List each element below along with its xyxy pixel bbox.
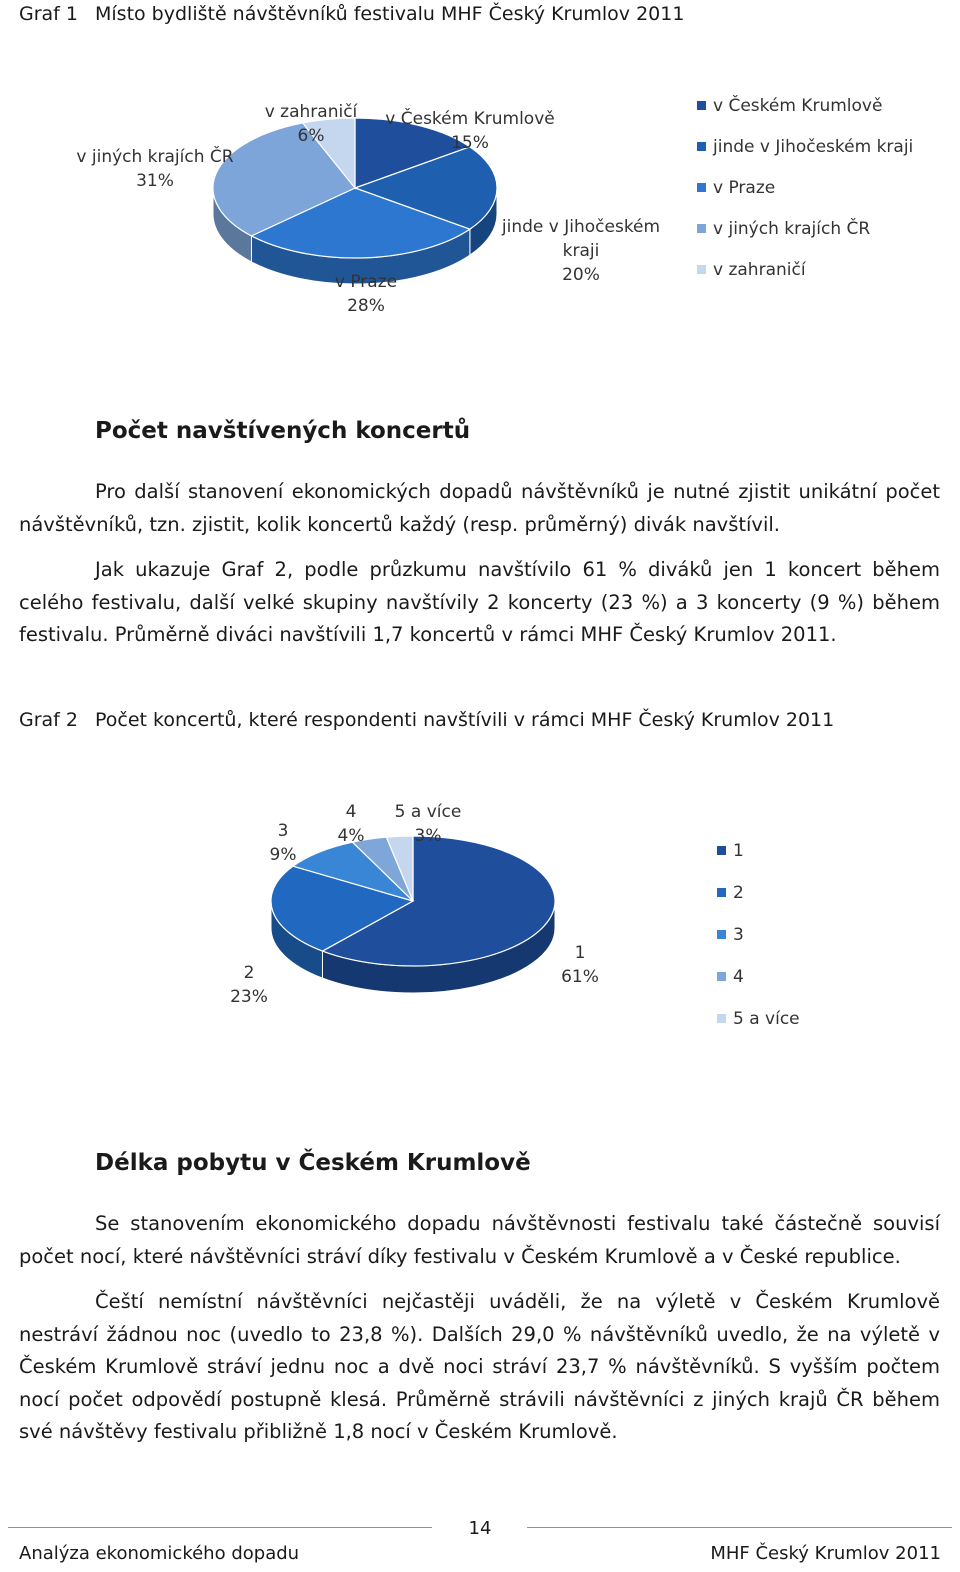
chart1-data-label-1-name-0: jinde v Jihočeském xyxy=(501,217,661,237)
chart2-data-label-2-name-0: 3 xyxy=(277,821,289,841)
chart2-data-label-4-name-0: 5 a více xyxy=(394,802,462,822)
chart2-legend-label-2: 3 xyxy=(733,925,744,945)
chart1-data-label-2-name-0: v Praze xyxy=(334,272,398,292)
chart1-legend-label-3: v jiných krajích ČR xyxy=(713,219,871,239)
chart1-legend-label-1: jinde v Jihočeském kraji xyxy=(713,137,914,157)
chart2-data-label-3-name-0: 4 xyxy=(345,802,357,822)
chart1-legend-swatch-4 xyxy=(697,265,706,274)
chart2-data-label-1-name-0: 2 xyxy=(243,963,255,983)
chart1-legend-swatch-1 xyxy=(697,142,706,151)
section2-paragraph-2: Čeští nemístní návštěvníci nejčastěji uváděli, že na výletě v Českém Krumlově nestráví žádnou noc (uvedlo to 23,8 %). Dalších 29,0 % návštěvníků uvedlo, že na výletě v Českém Krumlově stráví jednu noc a dvě noci stráví 23,7 % návštěvníků. S vyšším počtem nocí počet odpovědí postupně klesá. Průměrně strávili návštěvníci z jiných krajů ČR během své návštěvy festivalu přibližně 1,8 nocí v Českém Krumlově. xyxy=(19,1290,940,1443)
chart1-legend-swatch-3 xyxy=(697,224,706,233)
section1-paragraph-2: Jak ukazuje Graf 2, podle průzkumu navštívilo 61 % diváků jen 1 koncert během celého festivalu, další velké skupiny navštívily 2 koncerty (23 %) a 3 koncerty (9 %) během festivalu. Průměrně diváci navštívili 1,7 koncertů v rámci MHF Český Krumlov 2011. xyxy=(19,558,940,646)
chart1-pie xyxy=(0,70,960,410)
chart1-data-label-1-value: 20% xyxy=(562,265,600,285)
section2-paragraph-1: Se stanovením ekonomického dopadu návštěvnosti festivalu také částečně souvisí počet nocí, které návštěvníci stráví díky festivalu v Českém Krumlově a v České republice. xyxy=(19,1212,940,1268)
chart1-data-label-4-value: 6% xyxy=(297,126,325,146)
chart1-data-label-3-value: 31% xyxy=(136,171,174,191)
chart2-legend-swatch-1 xyxy=(717,888,726,897)
chart2-data-label-4-value: 3% xyxy=(414,826,442,846)
chart1-data-label-4-name-0: v zahraničí xyxy=(264,102,358,122)
chart2-caption xyxy=(19,709,834,731)
chart1-legend-label-0: v Českém Krumlově xyxy=(713,96,883,116)
chart2-data-label-0-name-0: 1 xyxy=(574,943,586,963)
footer-right-text: MHF Český Krumlov 2011 xyxy=(710,1543,941,1564)
chart1-label: Graf 1 xyxy=(19,3,78,25)
footer-left-text: Analýza ekonomického dopadu xyxy=(19,1543,300,1564)
chart2-label: Graf 2 xyxy=(19,709,78,731)
chart2-legend-label-3: 4 xyxy=(733,967,744,987)
chart1-data-label-3-name-0: v jiných krajích ČR xyxy=(76,147,234,167)
chart2-pie xyxy=(0,780,960,1080)
chart2-data-label-1-value: 23% xyxy=(230,987,268,1007)
chart2-caption-text: Počet koncertů, které respondenti navštívili v rámci MHF Český Krumlov 2011 xyxy=(95,709,835,731)
chart1-legend-label-2: v Praze xyxy=(713,178,776,198)
chart2-data-label-2-value: 9% xyxy=(269,845,297,865)
chart2-legend-swatch-4 xyxy=(717,1014,726,1023)
chart1-data-label-0-name-0: v Českém Krumlově xyxy=(385,109,555,129)
chart1-legend-swatch-0 xyxy=(697,101,706,110)
chart2-legend-label-4: 5 a více xyxy=(733,1009,800,1029)
section1-heading: Počet navštívených koncertů xyxy=(95,418,471,444)
chart2-data-label-3-value: 4% xyxy=(337,826,365,846)
chart1-legend-swatch-2 xyxy=(697,183,706,192)
page-number: 14 xyxy=(468,1518,492,1539)
chart2-legend-label-1: 2 xyxy=(733,883,744,903)
chart1-data-label-2-value: 28% xyxy=(347,296,385,316)
chart1-data-label-0-value: 15% xyxy=(451,133,489,153)
chart2-legend-label-0: 1 xyxy=(733,841,744,861)
chart2-data-label-0-value: 61% xyxy=(561,967,599,987)
chart1-legend-label-4: v zahraničí xyxy=(713,260,806,280)
chart1-caption-text: Místo bydliště návštěvníků festivalu MHF Český Krumlov 2011 xyxy=(95,3,685,25)
chart2-legend-swatch-0 xyxy=(717,846,726,855)
chart2-legend-swatch-3 xyxy=(717,972,726,981)
chart1-data-label-1-name-1: kraji xyxy=(562,241,600,261)
chart1-caption xyxy=(19,3,684,25)
chart2-legend-swatch-2 xyxy=(717,930,726,939)
section2-heading: Délka pobytu v Českém Krumlově xyxy=(95,1150,531,1176)
section1-paragraph-1: Pro další stanovení ekonomických dopadů návštěvníků je nutné zjistit unikátní počet návštěvníků, tzn. zjistit, kolik koncertů každý (resp. průměrný) divák navštívil. xyxy=(19,480,940,536)
